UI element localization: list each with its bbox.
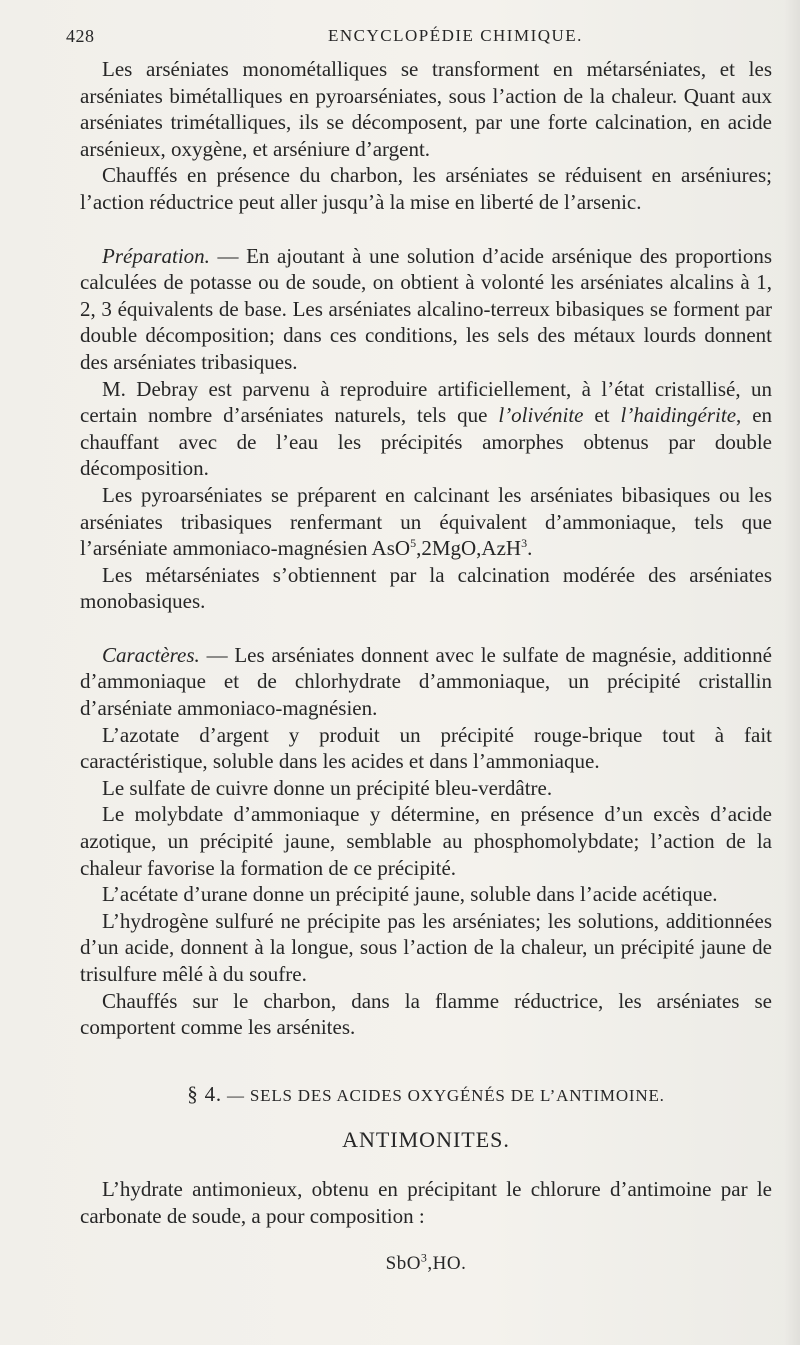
preparation-heading: Préparation. <box>102 243 210 268</box>
paragraph-azotate-argent: L’azotate d’argent y produit un précipité rouge-brique tout à fait caractéristique, soluble dans les acides et dans l’ammoniaque. <box>80 722 772 774</box>
paragraph-molybdate: Le molybdate d’ammoniaque y détermine, en présence d’un excès d’acide azotique, un précipité jaune, semblable au phosphomolybdate; l’action de la chaleur favorise la formation de ce précipité. <box>80 802 772 880</box>
body-text <box>80 56 772 1278</box>
olivenite-term: l’olivénite <box>498 403 584 428</box>
paragraph-sulfate-cuivre: Le sulfate de cuivre donne un précipité bleu-verdâtre. <box>102 775 553 800</box>
paragraph-debray <box>80 376 772 482</box>
paragraph-preparation <box>80 243 772 376</box>
debray-text-c: , en chauffant avec de l’eau les précipités amorphes obtenus par double décomposition. <box>80 403 773 481</box>
running-title: ENCYCLOPÉDIE CHIMIQUE. <box>328 26 583 45</box>
haidingerite-term: l’haidingérite <box>620 403 737 428</box>
paragraph-metarseniates: Les métarséniates s’obtiennent par la calcination modérée des arséniates monobasiques. <box>80 562 772 614</box>
page-number: 428 <box>66 26 95 46</box>
paragraph-charbon-flamme: Chauffés sur le charbon, dans la flamme réductrice, les arséniates se comportent comme les arsénites. <box>80 988 772 1040</box>
formula-superscript: 3 <box>420 1250 428 1265</box>
paragraph-hydrate-antimonieux: L’hydrate antimonieux, obtenu en précipitant le chlorure d’antimoine par le carbonate de soude, a pour composition : <box>80 1176 772 1228</box>
page-header <box>66 22 772 56</box>
debray-text-a: M. Debray est parvenu à reproduire artificiellement, à l’état cristallisé, un certain nombre d’arséniates naturels, tels que <box>80 376 772 428</box>
pyro-text-c: . <box>527 536 533 561</box>
pyro-text-b: ,2MgO,AzH <box>416 536 522 561</box>
paragraph-caracteres <box>80 642 772 722</box>
caracteres-text: — Les arséniates donnent avec le sulfate de magnésie, additionné d’ammoniaque et de chlorhydrate d’ammoniaque, un précipité cristallin d’arséniate ammoniaco-magnésien. <box>80 642 772 721</box>
paragraph-acetate-urane: L’acétate d’urane donne un précipité jaune, soluble dans l’acide acétique. <box>102 882 718 907</box>
formula-part-a: SbO <box>385 1253 421 1275</box>
pyro-superscript-2: 3 <box>521 536 528 551</box>
section-heading <box>80 1081 772 1110</box>
preparation-text: — En ajoutant à une solution d’acide arsénique des proportions calculées de potasse ou de soude, on obtient à volonté les arséniates alcalins à 1, 2, 3 équivalents de base. Les arséniates alcalino-terreux bibasiques se forment par double décomposition; dans ces conditions, les sels des métaux lourds donnent des arséniates tribasiques. <box>80 243 772 374</box>
pyro-text-a: Les pyroarséniates se préparent en calcinant les arséniates bibasiques ou les arséniates tribasiques renfermant un équivalent d’ammoniaque, tels que l’arséniate ammoniaco-magnésien AsO <box>80 482 772 561</box>
pyro-superscript-1: 5 <box>410 536 417 551</box>
section-mark: § 4. <box>187 1081 222 1106</box>
formula-part-b: ,HO. <box>427 1253 467 1275</box>
paragraph-hydrogene-sulfure: L’hydrogène sulfuré ne précipite pas les arséniates; les solutions, additionnées d’un acide, donnent à la longue, sous l’action de la chaleur, un précipité jaune de trisulfure mêlé à du soufre. <box>80 908 772 986</box>
section-title: — SELS DES ACIDES OXYGÉNÉS DE L’ANTIMOINE. <box>221 1085 665 1105</box>
caracteres-heading: Caractères. <box>102 642 200 667</box>
paragraph-arseniates-transformation: Les arséniates monométalliques se transforment en métarséniates, et les arséniates bimétalliques en pyroarséniates, sous l’action de la chaleur. Quant aux arséniates trimétalliques, ils se décomposent, par une forte calcination, en acide arsénieux, oxygène, et arséniure d’argent. <box>80 57 772 161</box>
paragraph-pyroarseniates <box>80 482 772 562</box>
subtitle-antimonites: ANTIMONITES. <box>342 1127 510 1153</box>
debray-text-b: et <box>583 403 621 428</box>
page-edge-shadow <box>784 0 800 1345</box>
chemical-formula <box>80 1251 772 1278</box>
paragraph-charbon-reduction: Chauffés en présence du charbon, les arséniates se réduisent en arséniures; l’action réductrice peut aller jusqu’à la mise en liberté de l’arsenic. <box>80 163 772 214</box>
